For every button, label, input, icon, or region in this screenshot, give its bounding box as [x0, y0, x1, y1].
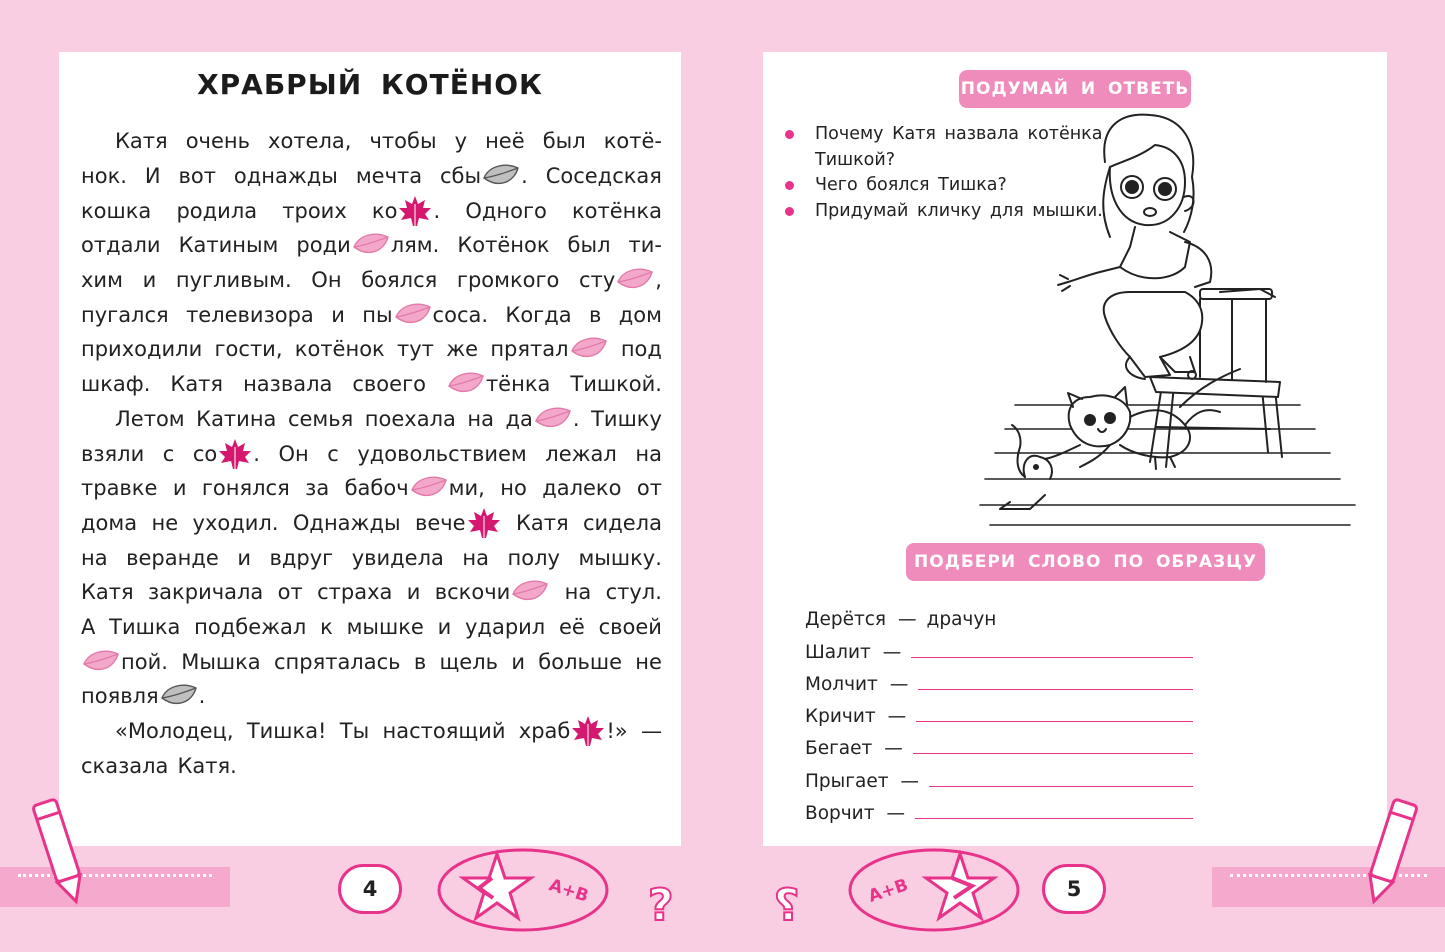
word-with-missing-syllable: храб !» — [519, 714, 628, 748]
girl-chair-cat-illustration — [970, 107, 1370, 532]
story-word: пугался — [81, 302, 169, 327]
story-word: Ты — [339, 719, 370, 744]
story-word: телевизора — [186, 302, 314, 327]
story-word: с — [327, 441, 339, 466]
question-item: Придумай кличку для мышки. — [785, 199, 1145, 225]
page-number-left: 4 — [338, 864, 402, 914]
story-word: чтобы — [369, 129, 437, 154]
story-word: И — [144, 164, 161, 189]
story-word: Катя — [170, 372, 224, 397]
page-number-right: 5 — [1042, 864, 1106, 914]
story-word: «Молодец, — [115, 719, 234, 744]
story-word: и — [437, 614, 452, 639]
answer-line[interactable] — [915, 801, 1193, 819]
answer-line[interactable] — [916, 704, 1193, 722]
story-word: своей — [598, 614, 662, 639]
star-badge-icon — [437, 848, 609, 932]
story-word: Катя — [515, 510, 569, 535]
story-word: закричала — [148, 580, 264, 605]
right-page — [763, 52, 1387, 846]
story-word: за — [305, 476, 330, 501]
story-word: мышку. — [578, 545, 662, 570]
story-word: взяли — [81, 441, 145, 466]
story-word: Тишку — [591, 406, 662, 431]
story-line — [81, 714, 662, 749]
exercise-row: Прыгает — — [805, 759, 1205, 791]
story-word: Тишкой. — [570, 372, 662, 397]
story-line — [81, 506, 662, 541]
story-word: подбежал — [194, 614, 307, 639]
story-word: Однажды — [292, 510, 401, 535]
story-word: же — [446, 337, 479, 362]
story-word: пугливым. — [175, 268, 292, 293]
story-line — [81, 263, 662, 298]
story-word: однажды — [233, 164, 338, 189]
word-with-missing-syllable: роди лям. — [296, 233, 440, 258]
word-with-missing-syllable: бабоч ми, — [344, 476, 485, 501]
answer-line[interactable] — [911, 640, 1193, 658]
story-word: стул. — [605, 580, 662, 605]
leaf-icon — [159, 682, 199, 710]
example-row: Дерётся — драчун — [805, 609, 997, 631]
answer-line[interactable] — [918, 672, 1193, 690]
story-word: лежал — [545, 441, 617, 466]
word-with-missing-syllable: тёнка — [446, 370, 550, 398]
story-line — [81, 297, 662, 332]
story-word: сказала — [81, 753, 169, 778]
story-word: гости, — [214, 337, 283, 362]
word-with-missing-syllable: ко . — [372, 194, 440, 228]
svg-text:A+B: A+B — [866, 875, 911, 907]
story-word: Летом — [115, 406, 185, 431]
story-line — [81, 228, 662, 263]
story-word: поехала — [364, 406, 456, 431]
story-word: дома — [81, 510, 138, 535]
story-line — [81, 610, 662, 645]
example-answer: драчун — [926, 609, 997, 631]
story-line — [81, 679, 662, 714]
leaf-icon — [569, 335, 609, 363]
story-word: и — [406, 580, 421, 605]
answer-line[interactable] — [929, 769, 1193, 787]
story-word: и — [331, 302, 345, 327]
story-word: отдали — [81, 233, 161, 258]
story-word: Котёнок — [457, 233, 550, 258]
word-with-missing-syllable: да . — [505, 406, 580, 431]
svg-text:A+B: A+B — [546, 875, 591, 907]
story-word: на — [635, 441, 662, 466]
story-word: приходили — [81, 337, 203, 362]
story-line — [81, 402, 662, 437]
story-word: Катя — [115, 129, 168, 154]
bullet-icon — [785, 181, 794, 190]
story-word: был — [567, 233, 611, 258]
story-word: в — [589, 302, 602, 327]
word-with-missing-syllable: сбы . — [440, 164, 528, 189]
leaf-icon — [446, 370, 486, 398]
pencil-icon — [30, 792, 90, 912]
story-text — [81, 124, 662, 783]
story-line — [81, 471, 662, 506]
story-title: ХРАБРЫЙ КОТЁНОК — [197, 68, 543, 101]
story-line — [81, 436, 662, 471]
think-and-answer-heading: ПОДУМАЙ И ОТВЕТЬ — [959, 70, 1191, 108]
story-word: мечта — [355, 164, 423, 189]
story-word: спряталась — [273, 649, 401, 674]
story-word: на — [462, 545, 489, 570]
story-line — [81, 124, 662, 159]
story-word: дом — [618, 302, 662, 327]
story-word: уходил. — [192, 510, 279, 535]
story-word: Он — [278, 441, 309, 466]
story-word: на — [467, 406, 494, 431]
story-word: нок. — [81, 164, 127, 189]
story-word: ударил — [465, 614, 546, 639]
story-word: настоящий — [382, 719, 506, 744]
story-word: ти- — [628, 233, 662, 258]
word-with-missing-syllable: вече — [415, 506, 502, 540]
word-with-missing-syllable: пой. — [81, 648, 168, 676]
story-word: Катина — [196, 406, 277, 431]
question-mark-icon: ? — [774, 880, 800, 931]
story-word: мышке — [346, 614, 424, 639]
question-item: Чего боялся Тишка? — [785, 173, 1145, 199]
story-word: веранде — [126, 545, 219, 570]
story-word: больше — [538, 649, 622, 674]
question-item: Почему Катя назвала котёнка Тишкой? — [785, 122, 1145, 173]
leaf-icon — [615, 266, 655, 294]
story-word: Тишка! — [246, 719, 327, 744]
maple-leaf-icon — [397, 194, 433, 228]
story-word: в — [413, 649, 427, 674]
story-word: хим — [81, 268, 123, 293]
bullet-icon — [785, 207, 794, 216]
story-word: полу — [507, 545, 560, 570]
left-page — [59, 52, 681, 846]
maple-leaf-icon — [466, 506, 502, 540]
story-word: сидела — [583, 510, 662, 535]
leaf-icon — [393, 301, 433, 329]
story-word: к — [320, 614, 333, 639]
story-word: у — [454, 129, 468, 154]
leaf-icon — [81, 648, 121, 676]
story-word: назвала — [243, 372, 333, 397]
story-word: Соседская — [545, 164, 662, 189]
exercise-row: Бегает — — [805, 727, 1205, 759]
story-word: был — [542, 129, 586, 154]
leaf-icon — [481, 162, 521, 190]
mouse-icon — [1000, 425, 1052, 509]
story-line — [81, 644, 662, 679]
story-word: её — [558, 614, 585, 639]
story-word: страха — [317, 580, 393, 605]
story-word: но — [500, 476, 527, 501]
story-word: Тишка — [109, 614, 181, 639]
story-word: вот — [178, 164, 216, 189]
story-word: гонялся — [201, 476, 290, 501]
story-word: Когда — [505, 302, 572, 327]
story-word: не — [151, 510, 179, 535]
story-word: и — [511, 649, 525, 674]
story-word: своего — [352, 372, 426, 397]
story-word: семья — [287, 406, 354, 431]
story-line — [81, 159, 662, 194]
story-word: удовольствием — [357, 441, 527, 466]
leaf-icon — [510, 578, 550, 606]
story-word: тут — [397, 337, 434, 362]
question-mark-icon: ? — [648, 880, 674, 931]
story-word: травке — [81, 476, 158, 501]
exercise-row: Шалит — — [805, 630, 1205, 662]
story-word: хотела, — [268, 129, 352, 154]
story-word: и — [172, 476, 187, 501]
story-word: на — [564, 580, 592, 605]
story-word: троих — [282, 198, 347, 223]
exercise-row: Ворчит — — [805, 792, 1205, 824]
story-word: неё — [485, 129, 525, 154]
story-word: и — [237, 545, 251, 570]
bullet-icon — [785, 130, 794, 139]
story-line — [81, 540, 662, 575]
word-with-missing-syllable: появля . — [81, 684, 206, 709]
story-line — [81, 748, 662, 783]
story-word: кошка — [81, 198, 152, 223]
exercise-row: Молчит — — [805, 663, 1205, 695]
story-word: Катя — [81, 580, 134, 605]
story-line — [81, 332, 662, 367]
story-word: с — [162, 441, 175, 466]
story-word: А — [81, 614, 96, 639]
word-with-missing-syllable: со . — [193, 437, 260, 471]
leaf-icon — [351, 231, 391, 259]
pick-word-heading: ПОДБЕРИ СЛОВО ПО ОБРАЗЦУ — [906, 543, 1265, 581]
star-badge-icon — [848, 848, 1020, 932]
story-word: далеко — [542, 476, 622, 501]
story-word: Катиным — [178, 233, 279, 258]
word-with-missing-syllable: пы сoса. — [362, 302, 489, 327]
story-word: громкого — [456, 268, 560, 293]
story-word: родила — [176, 198, 258, 223]
story-word: под — [620, 337, 662, 362]
word-with-missing-syllable: прятал — [490, 335, 608, 363]
story-word: от — [636, 476, 662, 501]
story-word: боялся — [361, 268, 438, 293]
exercise-row: Кричит — — [805, 695, 1205, 727]
story-word: Он — [311, 268, 342, 293]
story-word: и — [142, 268, 157, 293]
story-word: котёнка — [571, 198, 662, 223]
maple-leaf-icon — [217, 437, 253, 471]
story-word: Одного — [465, 198, 547, 223]
story-line — [81, 367, 662, 402]
story-word: вдруг — [269, 545, 334, 570]
story-word: щель — [439, 649, 499, 674]
story-word: очень — [185, 129, 250, 154]
story-word: котё- — [603, 129, 662, 154]
story-word: на — [81, 545, 108, 570]
story-word: шкаф. — [81, 372, 151, 397]
story-word: — — [640, 719, 662, 744]
story-line — [81, 575, 662, 610]
cat-icon — [1045, 369, 1240, 469]
story-word: котёнок — [294, 337, 385, 362]
story-word: от — [277, 580, 303, 605]
answer-line[interactable] — [913, 736, 1193, 754]
girl-icon — [1058, 115, 1211, 379]
leaf-icon — [533, 405, 573, 433]
word-with-missing-syllable: вскочи — [435, 578, 551, 606]
leaf-icon — [409, 474, 449, 502]
star-badge-right — [848, 848, 1020, 932]
story-line — [81, 193, 662, 228]
star-badge-left — [437, 848, 609, 932]
story-word: увидела — [351, 545, 444, 570]
maple-leaf-icon — [570, 714, 606, 748]
story-word: Катя. — [177, 753, 237, 778]
pencil-icon — [1360, 792, 1420, 912]
story-word: Мышка — [181, 649, 261, 674]
word-exercise — [805, 598, 1205, 824]
word-with-missing-syllable: сту , — [579, 268, 662, 293]
story-word: не — [635, 649, 662, 674]
